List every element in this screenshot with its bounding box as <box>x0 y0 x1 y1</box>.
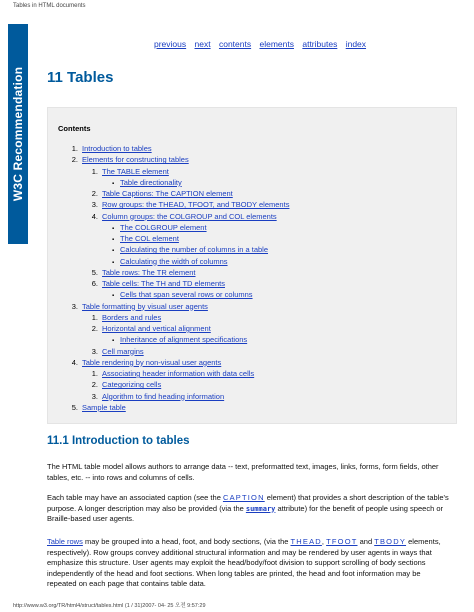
bullet-icon: ▪ <box>112 338 115 345</box>
toc-item-link[interactable]: Row groups: the THEAD, TFOOT, and TBODY elements <box>102 200 290 210</box>
toc-item-number: 1. <box>91 166 98 176</box>
toc-item-link[interactable]: Table Captions: The CAPTION element <box>102 189 233 198</box>
paragraph-caption <box>47 493 452 525</box>
toc-item <box>86 279 225 289</box>
toc-item <box>86 313 161 323</box>
table-rows-link[interactable]: Table rows <box>47 537 83 546</box>
toc-item <box>112 234 179 245</box>
page-title: 11 Tables <box>47 69 114 86</box>
toc-item <box>86 268 196 278</box>
summary-attribute-link[interactable]: summary <box>245 504 276 513</box>
toc-item <box>68 155 189 165</box>
toc-item-number: 4. <box>91 211 98 221</box>
toc-item <box>112 257 228 268</box>
toc-item-link[interactable]: Associating header information with data cells <box>102 369 255 378</box>
toc-item-link[interactable]: Horizontal and vertical alignment <box>102 324 211 333</box>
toc-item-number: 3. <box>91 346 98 356</box>
bullet-icon: ▪ <box>112 293 115 300</box>
toc-item-link[interactable]: The COLGROUP element <box>120 222 207 232</box>
toc-item <box>112 245 268 256</box>
toc-item <box>86 212 277 222</box>
toc-item-link[interactable]: Introduction to tables <box>82 144 152 153</box>
toc-item-link[interactable]: Table directionality <box>120 177 182 187</box>
toc-item-number: 2. <box>91 324 98 333</box>
toc-item <box>86 189 233 199</box>
toc-item-link[interactable]: Borders and rules <box>102 312 162 322</box>
toc-item-link[interactable]: Column groups: the COLGROUP and COL elements <box>102 211 277 221</box>
toc-item <box>86 167 169 177</box>
paragraph-text: attribute) for the benefit of people using speech or Braille-based user agents. <box>47 503 443 523</box>
tbody-element-link[interactable]: TBODY <box>374 537 407 546</box>
toc-item <box>68 144 152 154</box>
toc-item <box>112 335 247 346</box>
toc-item-link[interactable]: Elements for constructing tables <box>82 155 189 165</box>
caption-element-link[interactable]: CAPTION <box>222 493 265 502</box>
toc-item-link[interactable]: Calculating the width of columns <box>120 256 228 266</box>
toc-item <box>86 324 211 334</box>
print-header: Tables in HTML documents <box>13 3 86 9</box>
thead-element-link[interactable]: THEAD <box>290 537 322 546</box>
toc-item-link[interactable]: Table cells: The TH and TD elements <box>102 279 225 288</box>
toc-item <box>86 369 254 379</box>
nav-attributes-link[interactable]: attributes <box>302 39 338 49</box>
nav-previous-link[interactable]: previous <box>154 39 187 49</box>
toc-item-number: 3. <box>91 391 98 401</box>
toc-item-number: 6. <box>91 279 98 288</box>
toc-item-link[interactable]: Sample table <box>82 402 126 412</box>
toc-item <box>68 403 126 413</box>
paragraph-text: element) that provides a short description of the table's purpose. A longer description may also be provided (via the <box>47 493 449 513</box>
toc-item <box>86 347 144 357</box>
toc-item <box>86 200 289 210</box>
nav-next-link[interactable]: next <box>194 39 211 49</box>
toc-item-link[interactable]: The COL element <box>120 234 179 243</box>
toc-item-number: 2. <box>91 380 98 390</box>
toc-item-number: 3. <box>71 301 78 311</box>
bullet-icon: ▪ <box>112 237 115 243</box>
toc-item-link[interactable]: Calculating the number of columns in a table <box>120 245 269 255</box>
paragraph-text: may be grouped into a head, foot, and body sections, (via the <box>82 537 291 546</box>
toc-item-link[interactable]: Inheritance of alignment specifications <box>120 335 248 345</box>
toc-item-number: 4. <box>71 357 78 367</box>
banner-label: W3C Recommendation <box>11 66 26 202</box>
section-title: 11.1 Introduction to tables <box>47 435 190 447</box>
nav-index-link[interactable]: index <box>345 39 367 49</box>
paragraph-intro: The HTML table model allows authors to arrange data -- text, preformatted text, images, links, forms, form fields, other tables, etc. -- into rows and columns of cells. <box>47 462 439 482</box>
bullet-icon: ▪ <box>112 225 115 232</box>
toc-item <box>68 358 221 368</box>
top-navigation <box>154 39 372 49</box>
toc-item-number: 5. <box>71 402 78 412</box>
toc-item-link[interactable]: Algorithm to find heading information <box>102 391 225 401</box>
paragraph-row-groups <box>47 537 452 590</box>
toc-item-link[interactable]: Cell margins <box>102 346 144 356</box>
toc-item-link[interactable]: Table formatting by visual user agents <box>82 301 208 311</box>
toc-item-number: 1. <box>91 369 98 378</box>
toc-item-link[interactable]: Cells that span several rows or columns <box>120 290 253 300</box>
toc-item <box>112 223 207 234</box>
toc-item-link[interactable]: Table rows: The TR element <box>102 267 196 277</box>
paragraph-text: Each table may have an associated caption (see the <box>47 493 223 502</box>
bullet-icon: ▪ <box>112 180 115 187</box>
table-of-contents <box>47 107 457 424</box>
toc-item <box>112 178 182 189</box>
toc-item-link[interactable]: Categorizing cells <box>102 380 162 390</box>
tfoot-element-link[interactable]: TFOOT <box>326 537 358 546</box>
toc-item-number: 3. <box>91 200 98 210</box>
paragraph-text: and <box>357 537 375 546</box>
toc-item-number: 1. <box>71 144 78 153</box>
toc-item <box>86 380 161 390</box>
toc-item-link[interactable]: Table rendering by non-visual user agents <box>82 357 222 367</box>
bullet-icon: ▪ <box>112 259 115 266</box>
paragraph-text: elements, respectively). Row groups convey additional structural information and may be rendered by user agents in ways that emphasize this structure. User agents may exploit the head/body/foot division to support scrolling of body sections independently of the head and foot sections. When long tables are printed, the head and foot information may be repeated on each page that contains table data. <box>47 537 441 588</box>
toc-heading: Contents <box>58 124 91 133</box>
toc-item <box>68 302 208 312</box>
toc-item-number: 1. <box>91 312 98 322</box>
toc-item <box>112 290 253 301</box>
w3c-recommendation-banner <box>8 24 28 244</box>
toc-item-number: 5. <box>91 267 98 277</box>
print-footer: http://www.w3.org/TR/html4/struct/tables.html (1 / 31)2007- 04- 25 오전 9:57:29 <box>13 603 206 609</box>
toc-item-link[interactable]: The TABLE element <box>102 166 169 176</box>
toc-item <box>86 392 224 402</box>
nav-contents-link[interactable]: contents <box>218 39 252 49</box>
toc-item-number: 2. <box>91 189 98 198</box>
toc-item-number: 2. <box>71 155 78 165</box>
paragraph-text: , <box>321 537 327 546</box>
nav-elements-link[interactable]: elements <box>259 39 294 49</box>
bullet-icon: ▪ <box>112 248 115 255</box>
